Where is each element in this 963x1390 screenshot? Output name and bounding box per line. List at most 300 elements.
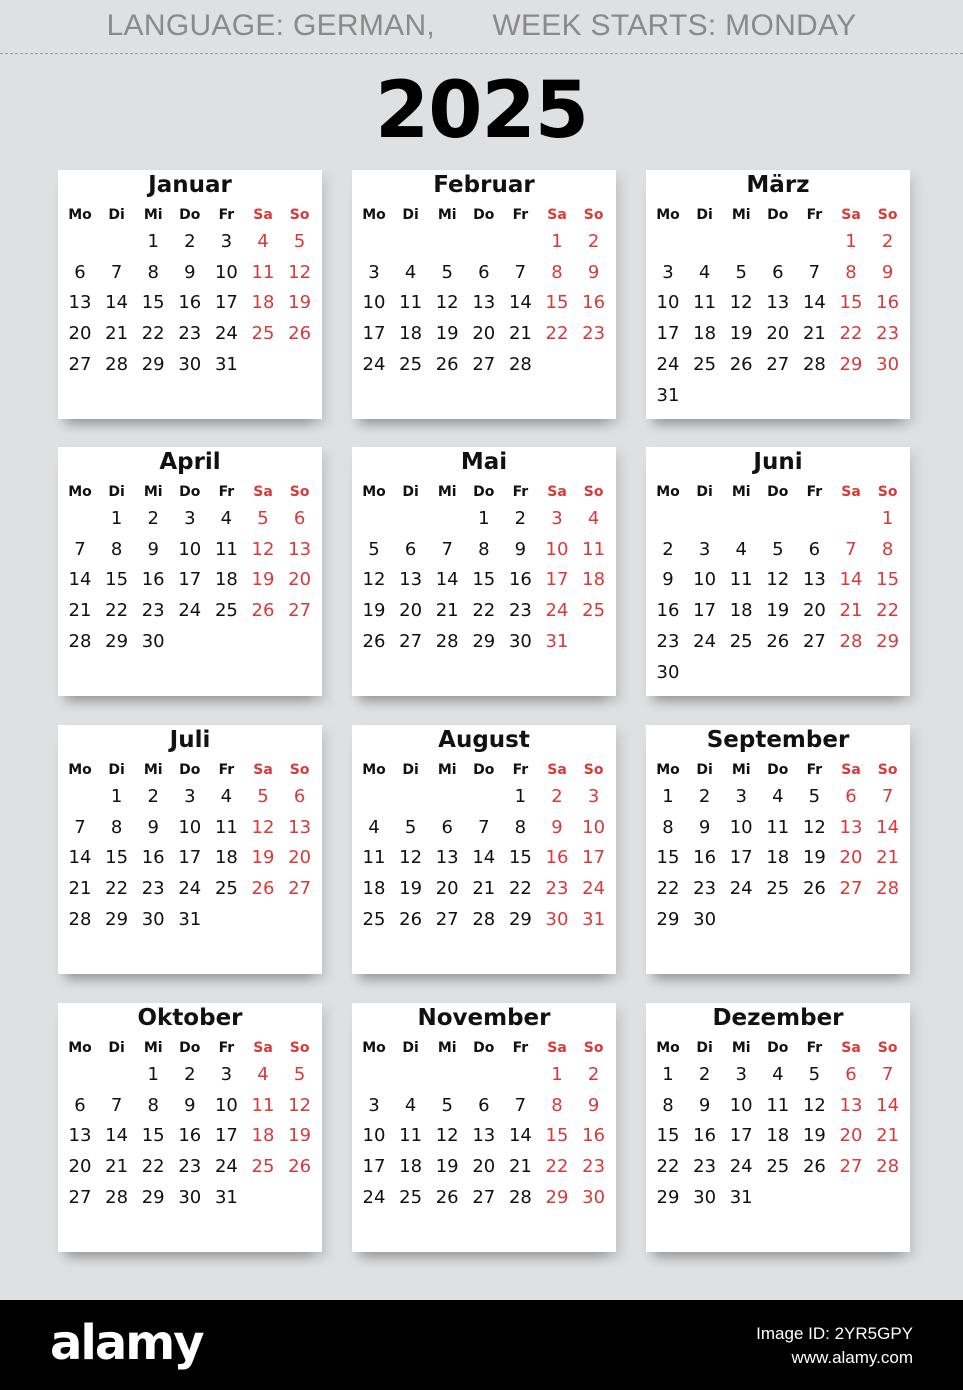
weekday-header: Mo [68, 484, 92, 500]
calendar-day: 25 [766, 1156, 790, 1178]
calendar-day: 20 [288, 569, 312, 591]
calendar-day: 8 [147, 261, 159, 283]
calendar-day: 19 [288, 1125, 312, 1147]
calendar-day: 9 [147, 538, 159, 560]
calendar-day: 23 [178, 323, 202, 345]
weekday-header: So [583, 1040, 604, 1056]
weekday-header: Sa [841, 207, 861, 223]
calendar-day: 19 [288, 292, 312, 314]
calendar-day: 7 [110, 1094, 123, 1116]
calendar-day: 6 [293, 786, 306, 807]
calendar-day: 16 [693, 847, 717, 869]
calendar-day: 30 [178, 353, 202, 375]
calendar-day: 25 [582, 600, 606, 622]
weekday-header: Mo [68, 762, 92, 778]
calendar-day: 12 [288, 1094, 312, 1116]
calendar-day: 31 [656, 384, 680, 406]
calendar-day: 29 [656, 1186, 680, 1208]
calendar-day: 15 [472, 569, 496, 591]
calendar-day: 10 [362, 1125, 386, 1147]
calendar-day: 2 [698, 1064, 711, 1085]
calendar-day: 6 [441, 816, 453, 838]
weekday-header: Di [402, 762, 419, 778]
image-id: Image ID: 2YR5GPY [756, 1324, 913, 1343]
calendar-day: 3 [184, 786, 196, 807]
brand-logo: alamy [50, 1315, 203, 1371]
calendar-day: 27 [802, 630, 826, 652]
calendar-day: 17 [362, 323, 386, 345]
calendar-day: 20 [68, 1156, 92, 1178]
calendar-day: 28 [876, 1156, 900, 1178]
calendar-day: 6 [808, 538, 821, 560]
weekday-header: Fr [218, 1040, 235, 1056]
calendar-day: 1 [551, 231, 563, 252]
month-title: Juni [753, 449, 803, 475]
calendar-day: 15 [508, 847, 532, 869]
calendar-day: 19 [251, 569, 275, 591]
weekday-header: Sa [253, 484, 273, 500]
calendar-day: 28 [435, 630, 459, 652]
calendar-day: 17 [729, 1125, 753, 1147]
calendar-day: 28 [508, 353, 532, 375]
weekday-header: Do [473, 484, 495, 500]
calendar-day: 27 [288, 600, 312, 622]
calendar-day: 13 [802, 569, 826, 591]
weekday-header: Fr [218, 484, 235, 500]
month-title: August [438, 727, 530, 753]
calendar-day: 14 [839, 569, 863, 591]
calendar-day: 8 [514, 816, 527, 838]
calendar-day: 9 [698, 816, 711, 838]
weekday-header: So [877, 207, 898, 223]
calendar-day: 17 [693, 600, 717, 622]
calendar-day: 10 [729, 1094, 753, 1116]
calendar-day: 29 [141, 1186, 165, 1208]
calendar-day: 5 [293, 231, 306, 252]
calendar-day: 31 [582, 908, 606, 930]
calendar-day: 1 [551, 1064, 563, 1085]
calendar-day: 11 [693, 292, 717, 314]
calendar-day: 10 [693, 569, 717, 591]
calendar-day: 27 [472, 1186, 496, 1208]
calendar-day: 21 [802, 323, 826, 345]
calendar-day: 8 [110, 538, 123, 560]
calendar-day: 1 [147, 1064, 159, 1085]
weekday-header: Fr [806, 207, 823, 223]
weekday-header: Do [179, 484, 201, 500]
calendar-day: 8 [551, 1094, 563, 1116]
calendar-day: 25 [251, 323, 275, 345]
calendar-day: 12 [251, 816, 275, 838]
calendar-day: 22 [105, 878, 129, 900]
calendar-day: 13 [435, 847, 459, 869]
calendar-day: 17 [729, 847, 753, 869]
calendar-day: 7 [441, 538, 453, 560]
calendar-day: 12 [435, 292, 459, 314]
calendar-day: 24 [729, 1156, 753, 1178]
weekday-header: Do [767, 762, 789, 778]
month-title: März [746, 172, 810, 198]
calendar-day: 18 [214, 847, 238, 869]
weekday-header: Sa [253, 207, 273, 223]
calendar-day: 17 [214, 1125, 238, 1147]
calendar-day: 14 [876, 816, 900, 838]
calendar-day: 2 [184, 231, 196, 252]
calendar-day: 15 [656, 847, 680, 869]
calendar-day: 3 [184, 508, 196, 529]
calendar-day: 29 [105, 908, 129, 930]
calendar-day: 12 [802, 1094, 826, 1116]
calendar-day: 14 [105, 1125, 129, 1147]
calendar-day: 13 [839, 816, 863, 838]
calendar-day: 1 [110, 786, 123, 807]
calendar-day: 4 [220, 508, 233, 529]
calendar-day: 3 [587, 786, 600, 807]
weekday-header: So [289, 207, 310, 223]
calendar-day: 6 [845, 1064, 857, 1085]
weekday-header: Sa [547, 1040, 567, 1056]
calendar-day: 8 [845, 261, 857, 283]
calendar-day: 31 [545, 630, 569, 652]
calendar-day: 29 [508, 908, 532, 930]
calendar-day: 10 [178, 538, 202, 560]
calendar-day: 10 [362, 292, 386, 314]
calendar-day: 19 [362, 600, 386, 622]
weekday-header: Mi [437, 762, 457, 778]
calendar-day: 2 [551, 786, 563, 807]
calendar-day: 18 [766, 1125, 790, 1147]
weekday-header: Di [402, 484, 419, 500]
calendar-day: 22 [105, 600, 129, 622]
weekday-header: Sa [547, 484, 567, 500]
calendar-day: 20 [472, 323, 496, 345]
calendar-day: 2 [184, 1064, 196, 1085]
calendar-day: 15 [545, 1125, 569, 1147]
calendar-day: 2 [514, 508, 527, 529]
calendar-day: 4 [257, 1064, 269, 1085]
weekday-header: Do [767, 207, 789, 223]
header-divider [0, 53, 963, 54]
calendar-day: 30 [178, 1186, 202, 1208]
weekday-header: Mi [731, 762, 751, 778]
calendar-day: 30 [656, 661, 680, 683]
weekday-header: Mo [362, 1040, 386, 1056]
weekday-header: Mi [731, 1040, 751, 1056]
calendar-day: 23 [141, 878, 165, 900]
calendar-day: 11 [582, 538, 606, 560]
weekday-header: Fr [512, 1040, 529, 1056]
weekday-header: Di [108, 484, 125, 500]
calendar-day: 27 [766, 353, 790, 375]
month-title: November [417, 1005, 551, 1031]
calendar-day: 1 [845, 231, 857, 252]
calendar-day: 1 [662, 786, 674, 807]
calendar-day: 9 [184, 1094, 196, 1116]
calendar-day: 25 [729, 630, 753, 652]
calendar-day: 10 [582, 816, 606, 838]
calendar-day: 9 [587, 261, 600, 283]
month-title: April [159, 449, 221, 475]
calendar-day: 16 [876, 292, 900, 314]
calendar-day: 6 [845, 786, 857, 807]
calendar-day: 27 [472, 353, 496, 375]
calendar-day: 14 [105, 292, 129, 314]
calendar-day: 16 [545, 847, 569, 869]
calendar-day: 16 [582, 292, 606, 314]
weekday-header: Sa [547, 207, 567, 223]
calendar-day: 4 [220, 786, 233, 807]
calendar-day: 9 [147, 816, 159, 838]
weekday-header: Mi [731, 484, 751, 500]
calendar-day: 3 [735, 1064, 747, 1085]
calendar-day: 12 [288, 261, 312, 283]
weekday-header: Do [179, 762, 201, 778]
calendar-day: 20 [399, 600, 423, 622]
weekday-header: Di [696, 207, 713, 223]
calendar-day: 25 [399, 353, 423, 375]
calendar-day: 21 [876, 847, 900, 869]
weekday-header: Mo [362, 762, 386, 778]
weekday-header: Di [108, 1040, 125, 1056]
calendar-day: 7 [881, 1064, 894, 1085]
month-title: Dezember [712, 1005, 844, 1031]
weekday-header: Mi [731, 207, 751, 223]
weekday-header: Mo [362, 207, 386, 223]
calendar-day: 26 [399, 908, 423, 930]
weekday-header: Di [108, 207, 125, 223]
year-title: 2025 [374, 66, 589, 156]
calendar-day: 14 [472, 847, 496, 869]
calendar-day: 2 [698, 786, 711, 807]
calendar-day: 7 [514, 261, 527, 283]
calendar-day: 9 [587, 1094, 600, 1116]
calendar-day: 6 [74, 1094, 86, 1116]
calendar-day: 13 [288, 538, 312, 560]
calendar-day: 22 [141, 323, 165, 345]
calendar-day: 15 [656, 1125, 680, 1147]
calendar-day: 21 [68, 600, 92, 622]
calendar-day: 3 [220, 1064, 233, 1085]
weekday-header: Do [767, 484, 789, 500]
weekday-header: Mi [143, 484, 163, 500]
calendar-day: 26 [362, 630, 386, 652]
weekday-header: Fr [806, 762, 823, 778]
calendar-day: 18 [251, 1125, 275, 1147]
calendar-day: 4 [772, 786, 784, 807]
weekday-header: So [289, 762, 310, 778]
calendar-day: 13 [288, 816, 312, 838]
calendar-day: 20 [839, 847, 863, 869]
weekday-header: Do [179, 1040, 201, 1056]
calendar-day: 4 [404, 1094, 417, 1116]
calendar-day: 5 [808, 786, 821, 807]
calendar-day: 21 [508, 323, 532, 345]
month-card [352, 447, 616, 696]
month-card [646, 725, 910, 974]
calendar-day: 20 [68, 323, 92, 345]
calendar-day: 5 [257, 508, 269, 529]
weekday-header: So [289, 484, 310, 500]
calendar-day: 9 [184, 261, 196, 283]
weekday-header: Mo [362, 484, 386, 500]
calendar-day: 30 [141, 908, 165, 930]
month-title: Juli [169, 727, 211, 753]
calendar-day: 26 [435, 1186, 459, 1208]
calendar-day: 30 [141, 630, 165, 652]
calendar-day: 29 [545, 1186, 569, 1208]
calendar-day: 9 [662, 569, 674, 591]
calendar-day: 16 [141, 847, 165, 869]
calendar-day: 24 [362, 1186, 386, 1208]
calendar-day: 19 [435, 1156, 459, 1178]
calendar-day: 26 [802, 1156, 826, 1178]
calendar-day: 30 [693, 1186, 717, 1208]
site-url: www.alamy.com [791, 1348, 913, 1367]
calendar-day: 14 [802, 292, 826, 314]
calendar-day: 3 [551, 508, 563, 529]
calendar-day: 3 [735, 786, 747, 807]
month-title: Februar [433, 172, 535, 198]
calendar-day: 26 [802, 878, 826, 900]
calendar-day: 4 [735, 538, 747, 560]
calendar-day: 8 [110, 816, 123, 838]
calendar-day: 28 [105, 1186, 129, 1208]
weekday-header: Di [696, 1040, 713, 1056]
calendar-day: 5 [293, 1064, 306, 1085]
calendar-day: 27 [68, 353, 92, 375]
calendar-day: 8 [147, 1094, 159, 1116]
calendar-day: 27 [399, 630, 423, 652]
calendar-day: 24 [178, 600, 202, 622]
calendar-day: 28 [68, 630, 92, 652]
month-title: Januar [148, 172, 232, 198]
calendar-day: 3 [368, 1094, 380, 1116]
week-start-label: WEEK STARTS: MONDAY [492, 9, 857, 42]
calendar-day: 5 [257, 786, 269, 807]
calendar-day: 8 [662, 816, 674, 838]
calendar-day: 19 [766, 600, 790, 622]
calendar-day: 13 [399, 569, 423, 591]
calendar-day: 24 [214, 323, 238, 345]
calendar-day: 17 [178, 847, 202, 869]
calendar-day: 22 [141, 1156, 165, 1178]
weekday-header: Mo [68, 1040, 92, 1056]
calendar-day: 12 [802, 816, 826, 838]
calendar-day: 4 [368, 816, 380, 838]
calendar-day: 24 [362, 353, 386, 375]
weekday-header: Mi [143, 762, 163, 778]
calendar-day: 24 [214, 1156, 238, 1178]
calendar-day: 7 [478, 816, 490, 838]
weekday-header: So [877, 762, 898, 778]
calendar-day: 6 [772, 261, 784, 283]
calendar-day: 24 [178, 878, 202, 900]
calendar-day: 18 [766, 847, 790, 869]
calendar-day: 26 [288, 1156, 312, 1178]
calendar-day: 25 [214, 600, 238, 622]
calendar-day: 15 [141, 1125, 165, 1147]
weekday-header: Do [473, 207, 495, 223]
calendar-day: 2 [587, 231, 600, 252]
calendar-day: 18 [362, 878, 386, 900]
calendar-day: 1 [662, 1064, 674, 1085]
month-card [646, 447, 910, 696]
calendar-day: 26 [435, 353, 459, 375]
calendar-day: 14 [68, 569, 92, 591]
calendar-day: 5 [808, 1064, 821, 1085]
calendar-day: 25 [399, 1186, 423, 1208]
weekday-header: Fr [218, 207, 235, 223]
calendar-day: 25 [214, 878, 238, 900]
calendar-day: 24 [729, 878, 753, 900]
calendar-day: 11 [214, 816, 238, 838]
calendar-day: 13 [68, 1125, 92, 1147]
calendar-day: 10 [656, 292, 680, 314]
calendar-day: 30 [582, 1186, 606, 1208]
calendar-day: 8 [551, 261, 563, 283]
calendar-day: 4 [404, 261, 417, 283]
calendar-day: 14 [435, 569, 459, 591]
calendar-day: 21 [876, 1125, 900, 1147]
calendar-day: 17 [545, 569, 569, 591]
calendar-day: 5 [441, 1094, 453, 1116]
calendar-day: 20 [766, 323, 790, 345]
calendar-day: 11 [214, 538, 238, 560]
calendar-day: 10 [178, 816, 202, 838]
weekday-header: Mi [437, 207, 457, 223]
calendar-day: 7 [74, 816, 86, 838]
calendar-day: 6 [293, 508, 306, 529]
calendar-day: 24 [545, 600, 569, 622]
calendar-day: 22 [656, 878, 680, 900]
calendar-day: 21 [435, 600, 459, 622]
calendar-day: 25 [362, 908, 386, 930]
weekday-header: So [583, 207, 604, 223]
weekday-header: Sa [841, 1040, 861, 1056]
calendar-day: 19 [251, 847, 275, 869]
calendar-day: 22 [656, 1156, 680, 1178]
calendar-day: 18 [214, 569, 238, 591]
calendar-day: 26 [251, 600, 275, 622]
calendar-day: 19 [802, 847, 826, 869]
calendar-day: 12 [251, 538, 275, 560]
calendar-day: 21 [105, 323, 129, 345]
month-card [352, 170, 616, 419]
month-card [58, 447, 322, 696]
calendar-day: 26 [766, 630, 790, 652]
calendar-day: 23 [141, 600, 165, 622]
calendar-day: 28 [508, 1186, 532, 1208]
calendar-day: 13 [472, 1125, 496, 1147]
calendar-day: 28 [839, 630, 863, 652]
calendar-day: 1 [478, 508, 490, 529]
calendar-day: 12 [435, 1125, 459, 1147]
calendar-day: 18 [693, 323, 717, 345]
calendar-day: 29 [839, 353, 863, 375]
weekday-header: Di [696, 762, 713, 778]
weekday-header: Fr [806, 484, 823, 500]
weekday-header: Mo [656, 207, 680, 223]
calendar-day: 16 [178, 1125, 202, 1147]
calendar-day: 22 [508, 878, 532, 900]
calendar-day: 15 [141, 292, 165, 314]
calendar-day: 11 [766, 1094, 790, 1116]
calendar-day: 18 [399, 1156, 423, 1178]
calendar-day: 15 [876, 569, 900, 591]
calendar-day: 6 [74, 261, 86, 283]
calendar-day: 21 [839, 600, 863, 622]
calendar-day: 23 [582, 323, 606, 345]
